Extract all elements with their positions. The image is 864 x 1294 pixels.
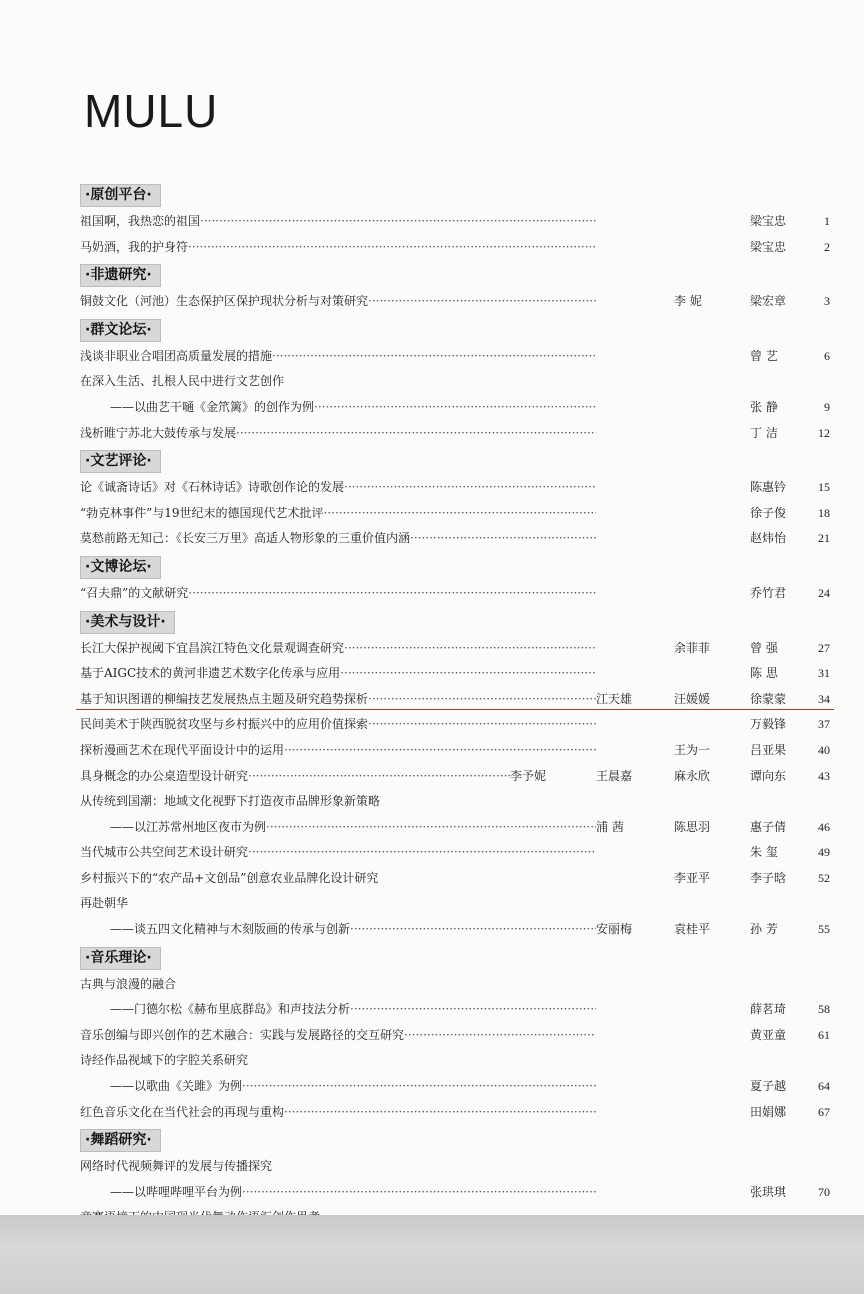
entry-author: 梁宝忠 <box>750 239 787 254</box>
toc-entry <box>80 1180 830 1206</box>
section-heading: ·文博论坛· <box>80 556 161 579</box>
section-heading: ·美术与设计· <box>80 611 175 634</box>
entry-author: 乔竹君 <box>750 585 787 600</box>
entry-page-number: 55 <box>818 922 830 937</box>
toc-entry <box>80 235 830 261</box>
entry-author: 万毅锋 <box>750 717 787 732</box>
entry-author: 袁桂平 <box>674 922 711 937</box>
entry-page-number: 64 <box>818 1079 830 1094</box>
toc-entry <box>80 475 830 501</box>
entry-title: 古典与浪漫的融合 <box>80 976 177 991</box>
entry-page-number: 43 <box>818 768 830 783</box>
entry-author: 曾 强 <box>750 640 778 655</box>
entry-author: 王为一 <box>674 742 711 757</box>
entry-author: 薛茗琦 <box>750 1002 787 1017</box>
entry-page-number: 52 <box>818 870 830 885</box>
leader-dots <box>248 764 510 790</box>
red-underline-highlight <box>76 709 834 710</box>
leader-dots <box>284 738 596 764</box>
entry-title: 当代城市公共空间艺术设计研究 <box>80 845 249 860</box>
entry-page-number: 40 <box>818 742 830 757</box>
leader-dots <box>344 475 596 501</box>
entry-author: 李 妮 <box>674 294 702 309</box>
entry-page-number: 34 <box>818 691 830 706</box>
entry-author: 张珙琪 <box>750 1184 787 1199</box>
leader-dots <box>248 840 596 866</box>
leader-dots <box>242 1074 596 1100</box>
entry-author: 赵炜怡 <box>750 531 787 546</box>
entry-title: 浅谈非职业合唱团高质量发展的措施 <box>80 348 273 363</box>
entry-author: 王晨嘉 <box>596 768 633 783</box>
toc-section <box>80 180 830 260</box>
entry-title: 民间美术于陕西脱贫攻坚与乡村振兴中的应用价值探索 <box>80 717 369 732</box>
entry-title: 再赴朝华 <box>80 896 129 911</box>
leader-dots <box>314 395 596 421</box>
page-title: MULU <box>84 85 219 137</box>
entry-author: 谭向东 <box>750 768 787 783</box>
section-heading: ·文艺评论· <box>80 450 161 473</box>
toc-entry <box>80 1100 830 1126</box>
leader-dots <box>242 1180 596 1206</box>
toc-entry <box>80 1048 830 1074</box>
entry-author: 安丽梅 <box>596 922 633 937</box>
toc-entry <box>80 289 830 315</box>
entry-author: 吕亚果 <box>750 742 787 757</box>
scan-margin <box>0 1215 864 1294</box>
entry-author: 徐子俊 <box>750 505 787 520</box>
entry-title: ——门德尔松《赫布里底群岛》和声技法分析 <box>110 1002 351 1017</box>
section-heading: ·舞蹈研究· <box>80 1129 161 1152</box>
toc-entry <box>80 1023 830 1049</box>
entry-page-number: 6 <box>824 348 830 363</box>
entry-author: 李子晗 <box>750 870 787 885</box>
entry-page-number: 12 <box>818 425 830 440</box>
entry-page-number: 49 <box>818 845 830 860</box>
entry-title: 乡村振兴下的“农产品+文创品”创意农业品牌化设计研究 <box>80 870 379 885</box>
entry-title: ——以曲艺干嗵《金笊篱》的创作为例 <box>110 399 315 414</box>
entry-title: 音乐创编与即兴创作的艺术融合：实践与发展路径的交互研究 <box>80 1027 405 1042</box>
entry-author: 李予妮 <box>510 768 547 783</box>
entry-page-number: 27 <box>818 640 830 655</box>
entry-author: 浦 茜 <box>596 819 624 834</box>
section-heading: ·非遗研究· <box>80 264 161 287</box>
entry-author: 丁 洁 <box>750 425 778 440</box>
entry-title: 基于知识图谱的柳编技艺发展热点主题及研究趋势探析 <box>80 691 369 706</box>
entry-title: 探析漫画艺术在现代平面设计中的运用 <box>80 742 285 757</box>
leader-dots <box>188 581 596 607</box>
entry-page-number: 15 <box>818 480 830 495</box>
leader-dots <box>410 526 596 552</box>
toc-entry <box>80 891 830 917</box>
entry-author: 徐蒙蒙 <box>750 691 787 706</box>
toc-section <box>80 446 830 552</box>
entry-page-number: 18 <box>818 505 830 520</box>
entry-page-number: 31 <box>818 666 830 681</box>
entry-author: 梁宏章 <box>750 294 787 309</box>
entry-title: ——以江苏常州地区夜市为例 <box>110 819 267 834</box>
entry-author: 张 静 <box>750 399 778 414</box>
toc-entry <box>80 636 830 662</box>
entry-title: 长江大保护视阈下宜昌滨江特色文化景观调查研究 <box>80 640 345 655</box>
leader-dots <box>272 344 596 370</box>
entry-page-number: 61 <box>818 1027 830 1042</box>
entry-author: 惠子倩 <box>750 819 787 834</box>
toc-entry <box>80 997 830 1023</box>
entry-title: 具身概念的办公桌造型设计研究 <box>80 768 249 783</box>
entry-author: 麻永欣 <box>674 768 711 783</box>
entry-page-number: 67 <box>818 1104 830 1119</box>
toc-entry <box>80 395 830 421</box>
leader-dots <box>404 1023 596 1049</box>
section-heading: ·音乐理论· <box>80 947 161 970</box>
entry-page-number: 9 <box>824 399 830 414</box>
leader-dots <box>340 661 596 687</box>
entry-page-number: 1 <box>824 214 830 228</box>
toc-entry <box>80 526 830 552</box>
leader-dots <box>324 501 596 527</box>
entry-author: 陈惠钤 <box>750 480 787 495</box>
entry-title: 祖国啊，我热恋的祖国 <box>80 214 201 228</box>
leader-dots <box>200 209 596 235</box>
entry-title: “勃克林事件”与19世纪末的德国现代艺术批评 <box>80 505 324 520</box>
toc-entry <box>80 789 830 815</box>
entry-author: 江天雄 <box>596 691 633 706</box>
entry-page-number: 46 <box>818 819 830 834</box>
entry-author: 汪媛媛 <box>674 691 711 706</box>
entry-page-number: 24 <box>818 585 830 600</box>
toc-section <box>80 552 830 607</box>
entry-author: 余菲菲 <box>674 640 711 655</box>
toc-entry <box>80 972 830 998</box>
entry-title: 论《诚斋诗话》对《石林诗话》诗歌创作论的发展 <box>80 480 345 495</box>
entry-title: 浅析睢宁苏北大鼓传承与发展 <box>80 425 237 440</box>
toc-entry <box>80 712 830 738</box>
entry-author: 梁宝忠 <box>750 214 787 228</box>
entry-page-number: 2 <box>824 239 830 254</box>
toc-entry <box>80 764 830 790</box>
toc-entry <box>80 866 830 892</box>
entry-title: ——以歌曲《关雎》为例 <box>110 1079 243 1094</box>
leader-dots <box>368 289 596 315</box>
toc-entry <box>80 501 830 527</box>
toc-entry <box>80 369 830 395</box>
toc-entry <box>80 661 830 687</box>
leader-dots <box>350 917 596 943</box>
leader-dots <box>284 1100 596 1126</box>
entry-title: 从传统到国潮：地域文化视野下打造夜市品牌形象新策略 <box>80 794 381 809</box>
entry-page-number: 3 <box>824 294 830 309</box>
toc-entry <box>80 815 830 841</box>
entry-page-number: 21 <box>818 531 830 546</box>
entry-title: “召夫鼎”的文献研究 <box>80 585 189 600</box>
entry-page-number: 58 <box>818 1002 830 1017</box>
leader-dots <box>368 712 596 738</box>
entry-author: 曾 艺 <box>750 348 778 363</box>
entry-author: 孙 芳 <box>750 922 778 937</box>
toc-section <box>80 315 830 446</box>
toc-entry <box>80 421 830 447</box>
toc-entry <box>80 840 830 866</box>
leader-dots <box>350 997 596 1023</box>
entry-page-number: 70 <box>818 1184 830 1199</box>
entry-title: ——谈五四文化精神与木刻版画的传承与创新 <box>110 922 351 937</box>
toc-entry <box>80 1074 830 1100</box>
entry-title: 诗经作品视域下的字腔关系研究 <box>80 1053 249 1068</box>
toc-entry <box>80 1154 830 1180</box>
toc-section <box>80 943 830 1126</box>
entry-title: 在深入生活、扎根人民中进行文艺创作 <box>80 374 285 389</box>
entry-author: 朱 玺 <box>750 845 778 860</box>
leader-dots <box>236 421 596 447</box>
entry-title: 网络时代视频舞评的发展与传播探究 <box>80 1159 273 1174</box>
entry-page-number: 37 <box>818 717 830 732</box>
leader-dots <box>266 815 596 841</box>
toc-entry <box>80 209 830 235</box>
entry-title: 铜鼓文化（河池）生态保护区保护现状分析与对策研究 <box>80 294 369 309</box>
section-heading: ·群文论坛· <box>80 319 161 342</box>
section-heading: ·原创平台· <box>80 184 161 207</box>
entry-title: ——以哔哩哔哩平台为例 <box>110 1184 243 1199</box>
entry-author: 夏子越 <box>750 1079 787 1094</box>
entry-title: 马奶酒，我的护身符 <box>80 239 189 254</box>
toc-entry <box>80 738 830 764</box>
entry-title: 莫愁前路无知己：《长安三万里》高适人物形象的三重价值内涵 <box>80 531 411 546</box>
entry-author: 陈思羽 <box>674 819 711 834</box>
toc-section <box>80 607 830 943</box>
leader-dots <box>344 636 596 662</box>
entry-author: 李亚平 <box>674 870 711 885</box>
leader-dots <box>188 235 596 261</box>
toc-entry <box>80 344 830 370</box>
toc-section <box>80 260 830 315</box>
entry-author: 陈 思 <box>750 666 778 681</box>
toc-entry <box>80 917 830 943</box>
toc-entry <box>80 581 830 607</box>
entry-author: 田娟娜 <box>750 1104 787 1119</box>
entry-title: 红色音乐文化在当代社会的再现与重构 <box>80 1104 285 1119</box>
entry-author: 黄亚童 <box>750 1027 787 1042</box>
table-of-contents <box>80 180 830 1257</box>
entry-title: 基于AIGC技术的黄河非遗艺术数字化传承与应用 <box>80 666 341 681</box>
